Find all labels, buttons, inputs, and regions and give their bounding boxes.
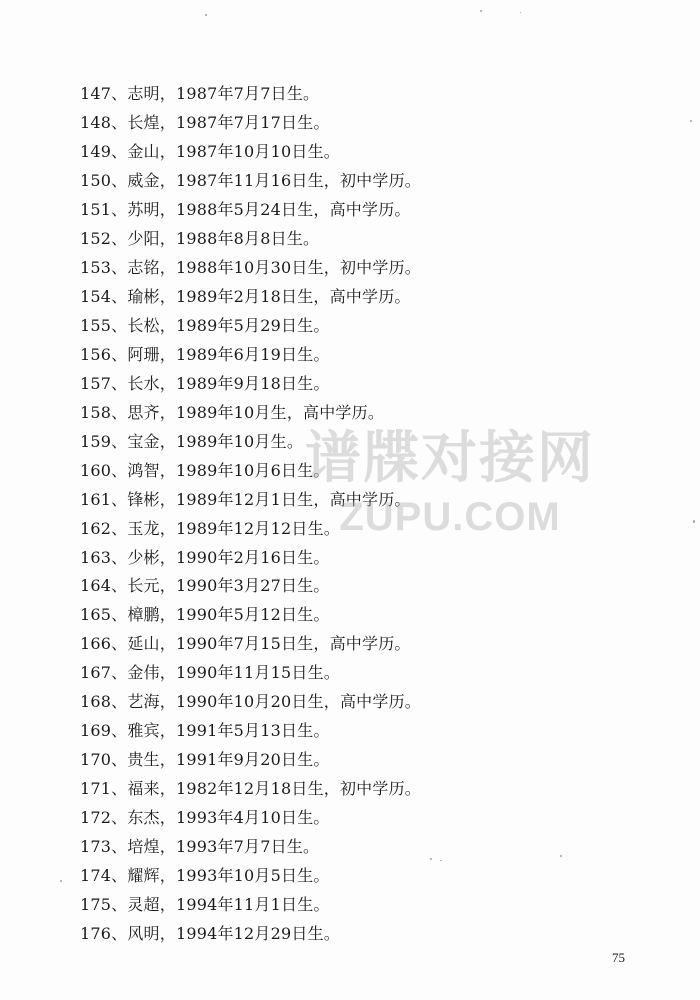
list-item: 165、樟鹏，1990年5月12日生。	[80, 605, 330, 625]
list-item: 163、少彬，1990年2月16日生。	[80, 547, 330, 567]
watermark-chinese: 谱牒对接网	[305, 426, 595, 491]
list-item: 159、宝金，1989年10月生。	[80, 431, 304, 451]
scan-speck	[690, 120, 692, 122]
list-item: 172、东杰，1993年4月10日生。	[80, 808, 330, 828]
scan-speck	[440, 860, 442, 861]
list-item: 176、风明，1994年12月29日生。	[80, 924, 340, 944]
list-item: 156、阿珊，1989年6月19日生。	[80, 344, 330, 364]
watermark-domain: ZUPU.COM	[339, 495, 561, 539]
list-item: 164、长元，1990年3月27日生。	[80, 576, 330, 596]
list-item: 154、瑜彬，1989年2月18日生，高中学历。	[80, 286, 411, 306]
list-item: 160、鸿智，1989年10月6日生。	[80, 460, 330, 480]
entry-list	[80, 80, 640, 949]
list-item: 169、雅宾，1991年5月13日生。	[80, 721, 330, 741]
list-item: 155、长松，1989年5月29日生。	[80, 315, 330, 335]
list-item: 162、玉龙，1989年12月12日生。	[80, 518, 340, 538]
scan-speck	[205, 14, 207, 16]
list-item: 170、贵生，1991年9月20日生。	[80, 750, 330, 770]
list-item: 161、锋彬，1989年12月1日生，高中学历。	[80, 489, 411, 509]
list-item: 147、志明，1987年7月7日生。	[80, 84, 320, 103]
list-item: 175、灵超，1994年11月1日生。	[80, 895, 330, 915]
page-number: 75	[612, 950, 625, 965]
list-item: 166、延山，1990年7月15日生，高中学历。	[80, 634, 411, 654]
list-item: 150、威金，1987年11月16日生，初中学历。	[80, 170, 421, 190]
scan-speck	[560, 855, 562, 857]
list-item: 173、培煌，1993年7月7日生。	[80, 837, 320, 857]
list-item: 148、长煌，1987年7月17日生。	[80, 112, 330, 132]
list-item: 157、长水，1989年9月18日生。	[80, 373, 330, 393]
scan-speck	[520, 12, 521, 13]
scan-speck	[480, 10, 482, 12]
list-item: 158、思齐，1989年10月生，高中学历。	[80, 402, 385, 422]
list-item: 153、志铭，1988年10月30日生，初中学历。	[80, 257, 421, 277]
list-item: 152、少阳，1988年8月8日生。	[80, 228, 320, 248]
scan-speck	[430, 858, 432, 860]
scan-speck	[60, 880, 62, 882]
list-item: 168、艺海，1990年10月20日生，高中学历。	[80, 692, 421, 712]
list-item: 167、金伟，1990年11月15日生。	[80, 663, 340, 683]
list-item: 171、福来，1982年12月18日生，初中学历。	[80, 779, 421, 799]
list-item: 149、金山，1987年10月10日生。	[80, 141, 340, 161]
list-item: 174、耀辉，1993年10月5日生。	[80, 866, 330, 886]
list-item: 151、苏明，1988年5月24日生，高中学历。	[80, 199, 411, 219]
scan-speck	[693, 520, 695, 523]
